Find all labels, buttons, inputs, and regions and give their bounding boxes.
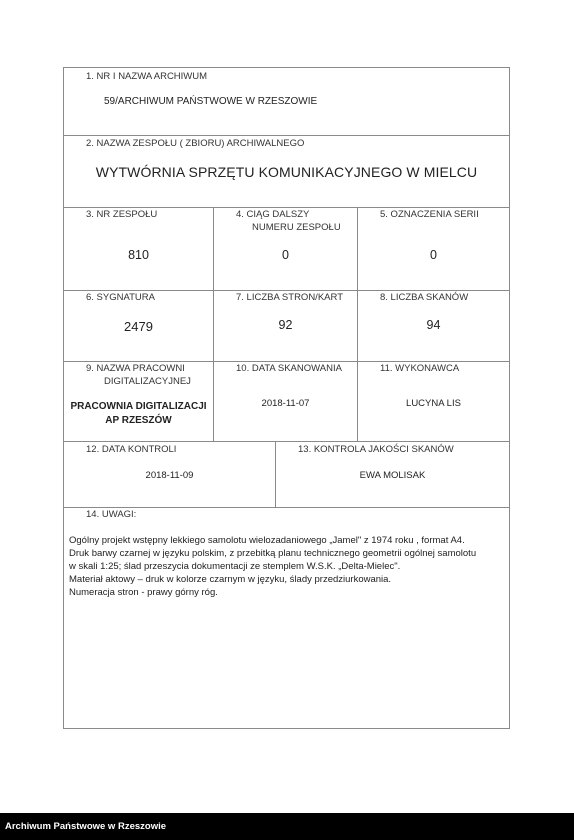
lab-value-2: AP RZESZÓW: [105, 415, 172, 426]
continuation-label-1: 4. CIĄG DALSZY: [236, 209, 310, 220]
footer-text: Archiwum Państwowe w Rzeszowie: [5, 821, 167, 832]
operator-label: 11. WYKONAWCA: [380, 363, 460, 374]
signature-cell: [64, 291, 213, 361]
archive-value: 59/ARCHIWUM PAŃSTWOWE W RZESZOWIE: [104, 96, 318, 107]
control-date-value: 2018-11-09: [145, 470, 194, 481]
scan-date-label: 10. DATA SKANOWANIA: [236, 363, 342, 374]
digitization-row: [64, 362, 509, 442]
quality-control-cell: [275, 442, 509, 507]
quality-control-value: EWA MOLISAK: [359, 470, 426, 481]
scan-date-value: 2018-11-07: [261, 398, 310, 409]
counts-row: [64, 291, 509, 362]
operator-cell: [357, 362, 509, 441]
fonds-value: WYTWÓRNIA SPRZĘTU KOMUNIKACYJNEGO W MIELCU: [95, 164, 478, 180]
archive-label: 1. NR I NAZWA ARCHIWUM: [86, 71, 208, 82]
continuation-label-2: NUMERU ZESPOŁU: [252, 222, 341, 233]
footer-bar: [0, 813, 574, 840]
notes-line: Materiał aktowy – druk w kolorze czarnym w języku, ślady przedziurkowania.: [69, 574, 392, 585]
signature-label: 6. SYGNATURA: [86, 292, 155, 303]
control-date-cell: [64, 442, 275, 507]
scan-date-cell: [213, 362, 357, 441]
scans-label: 8. LICZBA SKANÓW: [380, 292, 469, 303]
archive-row: [64, 68, 509, 136]
fonds-number-label: 3. NR ZESPOŁU: [86, 209, 158, 220]
lab-value-1: PRACOWNIA DIGITALIZACJI: [70, 401, 207, 412]
scans-cell: [357, 291, 509, 361]
fonds-number-value: 810: [128, 248, 149, 262]
fonds-number-cell: [64, 208, 213, 290]
fonds-label: 2. NAZWA ZESPOŁU ( ZBIORU) ARCHIWALNEGO: [86, 138, 305, 149]
pages-cell: [213, 291, 357, 361]
metadata-form: [63, 67, 510, 729]
quality-control-label: 13. KONTROLA JAKOŚCI SKANÓW: [298, 444, 454, 455]
series-mark-value: 0: [430, 248, 437, 262]
notes-row: [64, 508, 509, 728]
continuation-value: 0: [282, 248, 289, 262]
notes-label: 14. UWAGI:: [86, 509, 137, 520]
series-mark-label: 5. OZNACZENIA SERII: [380, 209, 479, 220]
lab-cell: [64, 362, 213, 441]
notes-line: Druk barwy czarnej w języku polskim, z przebitką planu technicznego geometrii ogólnej samolotu: [69, 548, 477, 559]
control-row: [64, 442, 509, 508]
notes-line: Numeracja stron - prawy górny róg.: [69, 587, 218, 598]
scans-value: 94: [426, 318, 441, 332]
fonds-row: [64, 136, 509, 208]
lab-label-1: 9. NAZWA PRACOWNI: [86, 363, 185, 374]
notes-line: Ogólny projekt wstępny lekkiego samolotu wielozadaniowego „Jamel" z 1974 roku , format A4.: [69, 535, 465, 546]
series-mark-cell: [357, 208, 509, 290]
numbers-row: [64, 208, 509, 291]
pages-label: 7. LICZBA STRON/KART: [236, 292, 343, 303]
pages-value: 92: [278, 318, 293, 332]
control-date-label: 12. DATA KONTROLI: [86, 444, 177, 455]
signature-value: 2479: [124, 319, 153, 334]
operator-value: LUCYNA LIS: [406, 398, 461, 409]
continuation-cell: [213, 208, 357, 290]
notes-line: w skali 1:25; ślad przeszycia dokumentacji ze stemplem W.S.K. „Delta-Mielec".: [69, 561, 401, 572]
lab-label-2: DIGITALIZACYJNEJ: [104, 376, 191, 387]
notes-text: [69, 534, 509, 599]
